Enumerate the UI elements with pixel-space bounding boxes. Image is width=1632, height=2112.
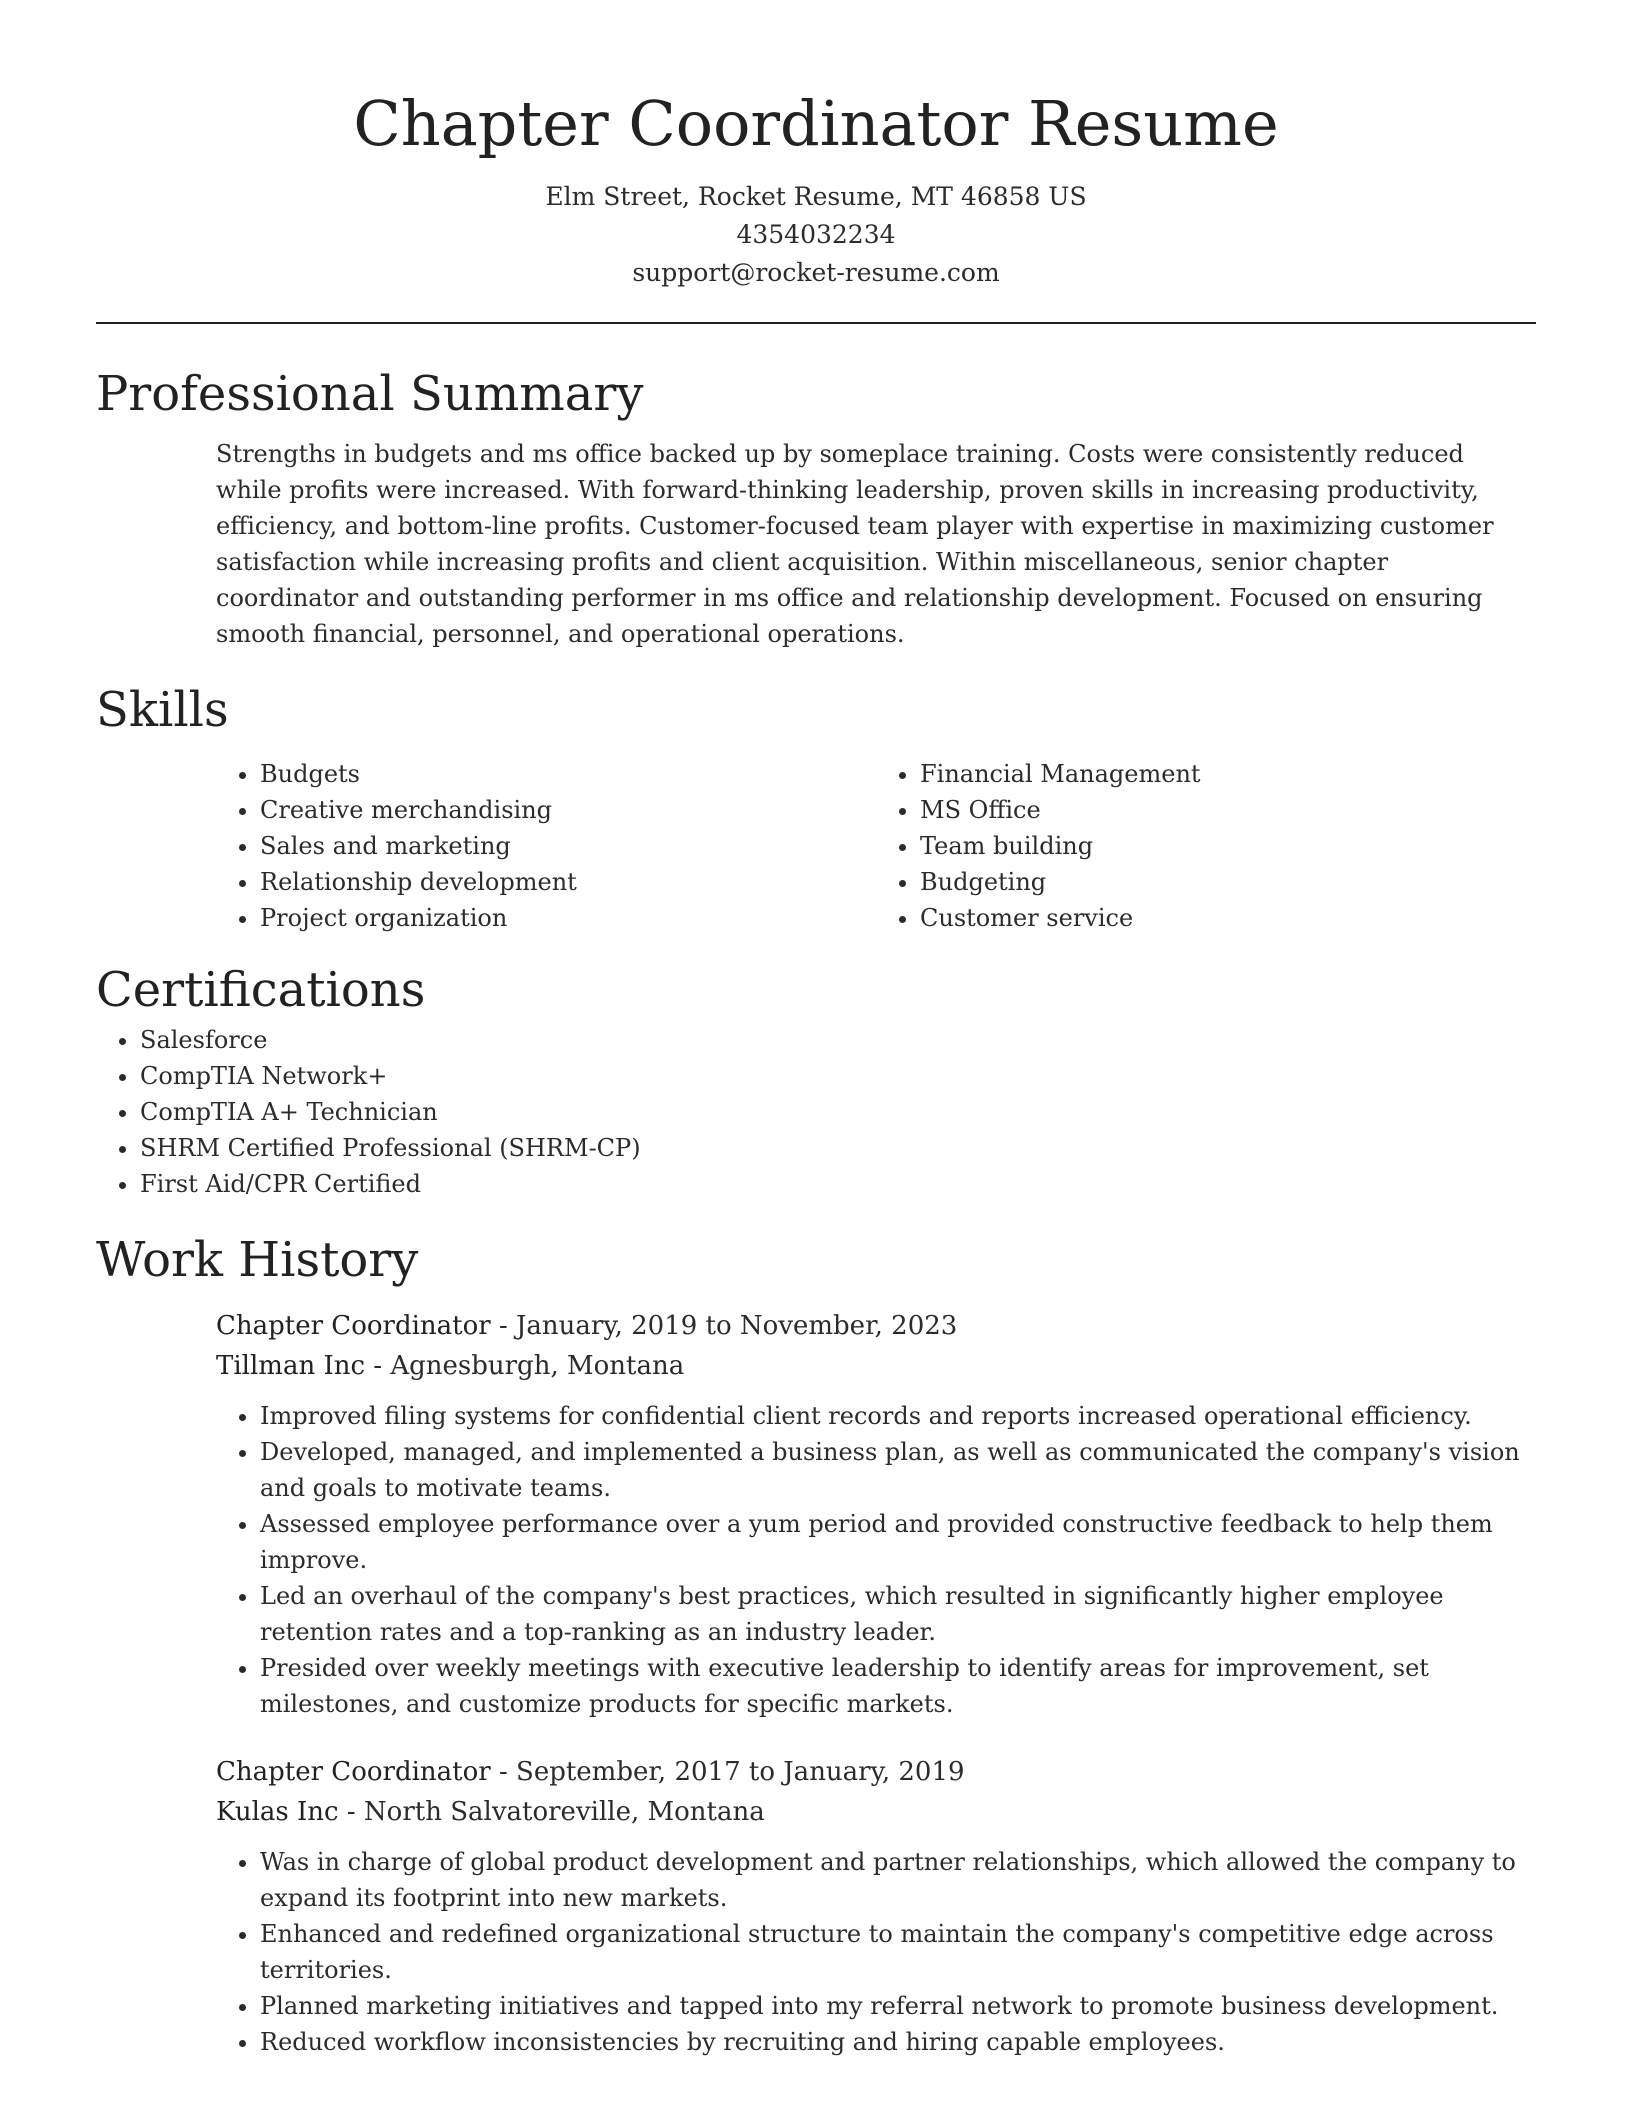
skill-item: • Sales and marketing: [260, 828, 876, 864]
job-company: Tillman Inc: [216, 1351, 366, 1381]
job-bullet: • Planned marketing initiatives and tapped into my referral network to promote business development.: [260, 1988, 1536, 2024]
job-bullet: • Improved filing systems for confidential client records and reports increased operational efficiency.: [260, 1398, 1536, 1434]
job-role: Chapter Coordinator: [216, 1757, 491, 1787]
header-divider: [96, 322, 1536, 324]
job-bullet: • Developed, managed, and implemented a business plan, as well as communicated the company's vision and goals to motivate teams.: [260, 1434, 1536, 1506]
job-entry: [216, 1752, 1536, 2060]
skill-item: • Team building: [920, 828, 1536, 864]
skills-list-right: [876, 756, 1536, 936]
job-company-line: [216, 1792, 1536, 1832]
skill-item: • Budgets: [260, 756, 876, 792]
job-dates: - January, 2019 to November, 2023: [490, 1311, 958, 1341]
certification-item: • CompTIA Network+: [140, 1058, 1536, 1094]
summary-heading: Professional Summary: [96, 366, 644, 422]
job-bullet: • Led an overhaul of the company's best practices, which resulted in significantly higher employee retention rates and a top-ranking as an industry leader.: [260, 1578, 1536, 1650]
job-role: Chapter Coordinator: [216, 1311, 491, 1341]
job-bullet: • Was in charge of global product development and partner relationships, which allowed the company to expand its footprint into new markets.: [260, 1844, 1536, 1916]
job-dates: - September, 2017 to January, 2019: [490, 1757, 965, 1787]
job-bullet: • Reduced workflow inconsistencies by recruiting and hiring capable employees.: [260, 2024, 1536, 2060]
job-title-line: [216, 1752, 1536, 1792]
job-title-line: [216, 1306, 1536, 1346]
work-history-section: [96, 1228, 1536, 2060]
summary-text: Strengths in budgets and ms office backed up by someplace training. Costs were consistently reduced while profits were increased. With forward-thinking leadership, proven skills in increasing productivity, efficiency, and bottom-line profits. Customer-focused team player with expertise in maximizing customer satisfaction while increasing profits and client acquisition. Within miscellaneous, senior chapter coordinator and outstanding performer in ms office and relationship development. Focused on ensuring smooth financial, personnel, and operational operations.: [216, 440, 1494, 648]
contact-info: [96, 178, 1536, 292]
resume-header: [96, 0, 1536, 292]
email: support@rocket-resume.com: [632, 258, 1000, 287]
skill-item: • Relationship development: [260, 864, 876, 900]
job-company-line: [216, 1346, 1536, 1386]
job-location: - North Salvatoreville, Montana: [338, 1797, 765, 1827]
job-bullet: • Enhanced and redefined organizational structure to maintain the company's competitive edge across territories.: [260, 1916, 1536, 1988]
job-bullet: • Assessed employee performance over a yum period and provided constructive feedback to help them improve.: [260, 1506, 1536, 1578]
job-entry: [216, 1306, 1536, 1722]
skill-item: • Project organization: [260, 900, 876, 936]
certification-item: • CompTIA A+ Technician: [140, 1094, 1536, 1130]
skill-item: • MS Office: [920, 792, 1536, 828]
certifications-list: [96, 1022, 1536, 1202]
address: Elm Street, Rocket Resume, MT 46858 US: [545, 182, 1087, 211]
work-history-heading: Work History: [96, 1232, 419, 1288]
skills-list-left: [216, 756, 876, 936]
skills-grid: [216, 756, 1536, 936]
page-title: Chapter Coordinator Resume: [353, 87, 1279, 160]
skill-item: • Customer service: [920, 900, 1536, 936]
certification-item: • SHRM Certified Professional (SHRM-CP): [140, 1130, 1536, 1166]
skills-section: [96, 678, 1536, 936]
skill-item: • Budgeting: [920, 864, 1536, 900]
phone: 4354032234: [736, 220, 896, 249]
skill-item: • Creative merchandising: [260, 792, 876, 828]
certification-item: • First Aid/CPR Certified: [140, 1166, 1536, 1202]
job-company: Kulas Inc: [216, 1797, 339, 1827]
certifications-heading: Certifications: [96, 962, 426, 1018]
summary-section: [96, 362, 1536, 652]
job-bullets: [216, 1844, 1536, 2060]
skills-heading: Skills: [96, 682, 229, 738]
job-bullet: • Presided over weekly meetings with executive leadership to identify areas for improvement, set milestones, and customize products for specific markets.: [260, 1650, 1536, 1722]
certification-item: • Salesforce: [140, 1022, 1536, 1058]
skill-item: • Financial Management: [920, 756, 1536, 792]
job-bullets: [216, 1398, 1536, 1722]
certifications-section: [96, 958, 1536, 1202]
job-location: - Agnesburgh, Montana: [365, 1351, 685, 1381]
